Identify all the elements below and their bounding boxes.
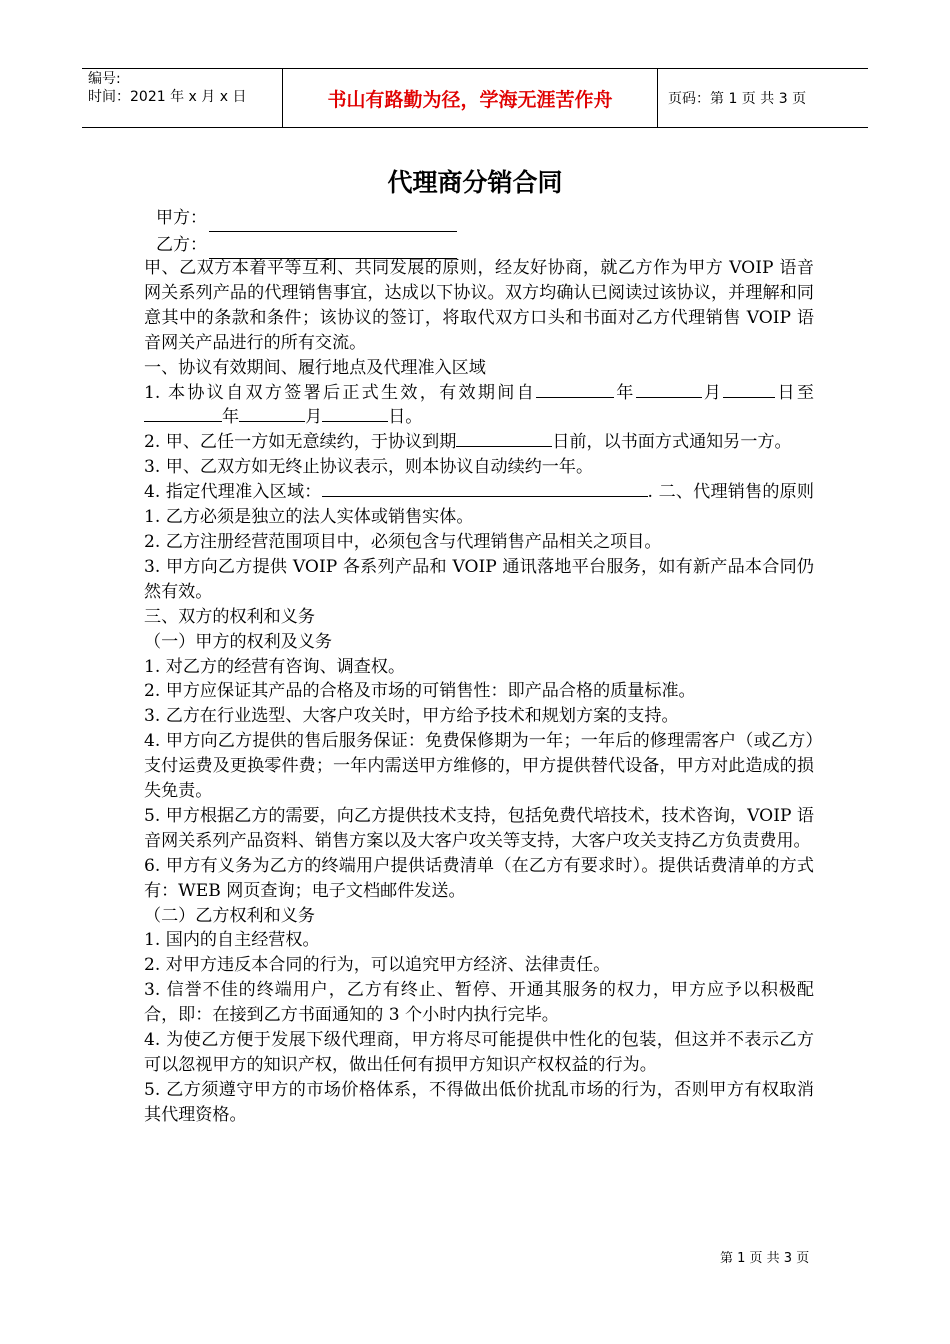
header-page-number: 页码：第 1 页 共 3 页: [668, 91, 807, 107]
party-a-duty-1: 1. 对乙方的经营有咨询、调查权。: [144, 656, 406, 677]
end-year-blank: [144, 405, 222, 422]
party-b-duty-5: 5. 乙方须遵守甲方的市场价格体系，不得做出低价扰乱市场的行为，否则甲方有权取消其代理资格。: [144, 1079, 814, 1125]
party-a-duty-3: 3. 乙方在行业选型、大客户攻关时，甲方给予技术和规划方案的支持。: [144, 706, 679, 727]
section-2-item-3: 3. 甲方向乙方提供 VOIP 各系列产品和 VOIP 通讯落地平台服务，如有新产品本合同仍然有效。: [144, 556, 814, 602]
item-1-to: 日至: [775, 382, 814, 403]
day-label: 日。: [388, 407, 423, 428]
days-before-blank: [456, 430, 552, 447]
intro-paragraph: 甲、乙双方本着平等互利、共同发展的原则，经友好协商，就乙方作为甲方 VOIP 语音网关系列产品的代理销售事宜，达成以下协议。双方均确认已阅读过该协议，并理解和同意其中的条款和条件；该协议的签订，将取代双方口头和书面对乙方代理销售 VOIP 语音网关产品进行的所有交流。: [144, 258, 814, 353]
section-2-item-2: 2. 乙方注册经营范围项目中，必须包含与代理销售产品相关之项目。: [144, 531, 662, 552]
party-b-duty-2: 2. 对甲方违反本合同的行为，可以追究甲方经济、法律责任。: [144, 955, 611, 976]
contract-body: [144, 256, 814, 1128]
section-1-heading: 一、协议有效期间、履行地点及代理准入区域: [144, 357, 486, 378]
page-header: [82, 68, 868, 128]
document-title: 代理商分销合同: [387, 168, 563, 197]
start-day-blank: [723, 381, 775, 398]
party-a-duty-4: 4. 甲方向乙方提供的售后服务保证：免费保修期为一年；一年后的修理需客户（或乙方）支付运费及更换零件费；一年内需送甲方维修的，甲方提供替代设备，甲方对此造成的损失免责。: [144, 731, 814, 802]
section-1-item-2: [144, 430, 814, 455]
doc-number-label: 编号:: [88, 71, 121, 87]
section-3-sub-2: （二）乙方权利和义务: [144, 905, 315, 926]
parties: [156, 205, 457, 259]
party-a-duty-6: 6. 甲方有义务为乙方的终端用户提供话费清单（在乙方有要求时）。提供话费清单的方式有：WEB 网页查询；电子文档邮件发送。: [144, 855, 814, 901]
item-2-text-end: 日前，以书面方式通知另一方。: [552, 432, 792, 453]
start-year-blank: [536, 381, 614, 398]
party-b-label: 乙方：: [156, 235, 207, 255]
end-month-blank: [239, 405, 305, 422]
doc-time-label: 时间：2021 年 x 月 x 日: [88, 89, 247, 105]
month-label-2: 月: [305, 407, 323, 428]
section-1-item-4: [144, 480, 814, 530]
section-1-item-3: 3. 甲、乙双方如无终止协议表示，则本协议自动续约一年。: [144, 457, 594, 478]
header-motto: 书山有路勤为径，学海无涯苦作舟: [282, 69, 658, 127]
party-b-duty-3: 3. 信誉不佳的终端用户，乙方有终止、暂停、开通其服务的权力，甲方应予以积极配合，即：在接到乙方书面通知的 3 个小时内执行完毕。: [144, 980, 814, 1026]
party-a-label: 甲方：: [156, 208, 207, 228]
item-2-text: 2. 甲、乙任一方如无意续约，于协议到期: [144, 432, 457, 453]
item-1-text: 1. 本协议自双方签署后正式生效，有效期间自: [144, 382, 536, 403]
section-3-heading: 三、双方的权利和义务: [144, 606, 315, 627]
header-meta: [82, 69, 282, 127]
month-label: 月: [701, 382, 724, 403]
party-a-blank: [209, 213, 457, 232]
party-b-duty-1: 1. 国内的自主经营权。: [144, 930, 320, 951]
section-1-item-1: [144, 381, 814, 431]
party-a-duty-2: 2. 甲方应保证其产品的合格及市场的可销售性：即产品合格的质量标准。: [144, 681, 696, 702]
page-footer: 第 1 页 共 3 页: [720, 1251, 810, 1266]
year-label: 年: [613, 382, 636, 403]
region-blank: [322, 480, 648, 497]
year-label-2: 年: [222, 407, 240, 428]
party-b-line: [156, 232, 457, 259]
start-month-blank: [636, 381, 702, 398]
section-3-sub-1: （一）甲方的权利及义务: [144, 631, 333, 652]
item-4-text-end: . 二、代理销售的原则 1. 乙方必须是独立的法人实体或销售实体。: [144, 482, 814, 528]
party-a-line: [156, 205, 457, 232]
item-4-text: 4. 指定代理准入区域：: [144, 482, 322, 503]
end-day-blank: [322, 405, 388, 422]
party-a-duty-5: 5. 甲方根据乙方的需要，向乙方提供技术支持，包括免费代培技术，技术咨询，VOIP 语音网关系列产品资料、销售方案以及大客户攻关等支持，大客户攻关支持乙方负责费用。: [144, 805, 814, 851]
party-b-duty-4: 4. 为使乙方便于发展下级代理商，甲方将尽可能提供中性化的包装，但这并不表示乙方可以忽视甲方的知识产权，做出任何有损甲方知识产权权益的行为。: [144, 1030, 814, 1075]
